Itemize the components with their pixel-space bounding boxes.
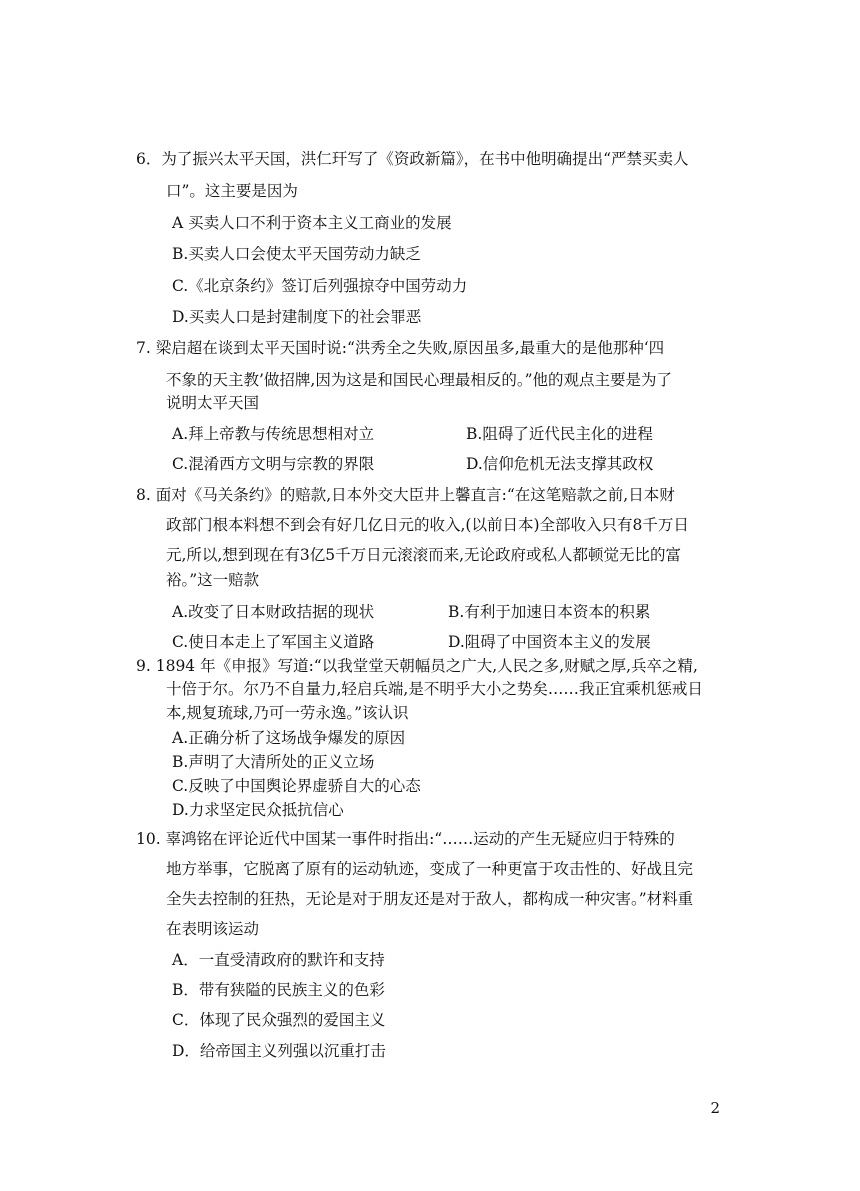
- q8-option-a: A.改变了日本财政拮据的现状: [172, 603, 375, 621]
- q7-option-b: B.阻碍了近代民主化的进程: [466, 425, 653, 443]
- q7-stem-line-2: 不象的天主教’做招牌,因为这是和国民心理最相反的。”他的观点主要是为了: [166, 371, 673, 389]
- q10-stem-line-2: 地方举事，它脱离了原有的运动轨迹，变成了一种更富于攻击性的、好战且完: [166, 860, 694, 878]
- q9-option-a: A.正确分析了这场战争爆发的原因: [172, 729, 406, 747]
- q8-option-b: B.有利于加速日本资本的积累: [448, 603, 651, 621]
- q9-stem-line-3: 本,规复琉球,乃可一劳永逸。”该认识: [166, 704, 409, 722]
- q8-stem-line-3: 元,所以,想到现在有3亿5千万日元滚滚而来,无论政府或私人都顿觉无比的富: [166, 546, 682, 564]
- q9-option-b: B.声明了大清所处的正义立场: [172, 753, 375, 771]
- q10-stem-line-3: 全失去控制的狂热，无论是对于朋友还是对于敌人，都构成一种灾害。”材料重: [166, 890, 694, 908]
- q10-stem-line-1: 10. 辜鸿铭在评论近代中国某一事件时指出:“……运动的产生无疑应归于特殊的: [136, 830, 675, 848]
- q6-stem-line-2: 口”。这主要是因为: [166, 182, 298, 200]
- q9-stem-line-1: 9. 1894 年《申报》写道:“以我堂堂天朝幅员之广大,人民之多,财赋之厚,兵卒之精,: [136, 657, 698, 675]
- q8-option-d: D.阻碍了中国资本主义的发展: [448, 633, 651, 651]
- q9-stem-line-2: 十倍于尔。尔乃不自量力,轻启兵端,是不明乎大小之势矣……我正宜乘机惩戒日: [166, 680, 703, 698]
- q7-stem-line-3: 说明太平天国: [166, 394, 260, 412]
- q8-stem-line-4: 裕。”这一赔款: [166, 571, 260, 589]
- q6-option-a: A 买卖人口不利于资本主义工商业的发展: [172, 214, 452, 232]
- q9-option-c: C.反映了中国舆论界虚骄自大的心态: [172, 777, 421, 795]
- q10-option-c: C．体现了民众强烈的爱国主义: [172, 1011, 386, 1029]
- q7-option-c: C.混淆西方文明与宗教的界限: [172, 455, 375, 473]
- q6-option-d: D.买卖人口是封建制度下的社会罪恶: [172, 308, 422, 326]
- q10-option-d: D．给帝国主义列强以沉重打击: [172, 1042, 386, 1060]
- q7-stem-line-1: 7. 梁启超在谈到太平天国时说:“洪秀全之失败,原因虽多,最重大的是他那种‘四: [136, 339, 665, 357]
- q8-stem-line-2: 政部门根本料想不到会有好几亿日元的收入,(以前日本)全部收入只有8千万日: [166, 516, 689, 534]
- page-number: 2: [710, 1099, 720, 1117]
- q6-option-c: C.《北京条约》签订后列强掠夺中国劳动力: [172, 277, 468, 295]
- q6-option-b: B.买卖人口会使太平天国劳动力缺乏: [172, 245, 421, 263]
- q7-option-a: A.拜上帝教与传统思想相对立: [172, 425, 375, 443]
- q9-option-d: D.力求坚定民众抵抗信心: [172, 801, 344, 819]
- q8-stem-line-1: 8. 面对《马关条约》的赔款,日本外交大臣井上馨直言:“在这笔赔款之前,日本财: [136, 486, 675, 504]
- q10-stem-line-4: 在表明该运动: [166, 920, 260, 938]
- q7-option-d: D.信仰危机无法支撑其政权: [466, 455, 654, 473]
- q6-stem-line-1: 6．为了振兴太平天国，洪仁玕写了《资政新篇》，在书中他明确提出“严禁买卖人: [136, 150, 689, 168]
- q10-option-a: A．一直受清政府的默许和支持: [172, 951, 385, 969]
- q8-option-c: C.使日本走上了军国主义道路: [172, 633, 375, 651]
- q10-option-b: B．带有狭隘的民族主义的色彩: [172, 981, 385, 999]
